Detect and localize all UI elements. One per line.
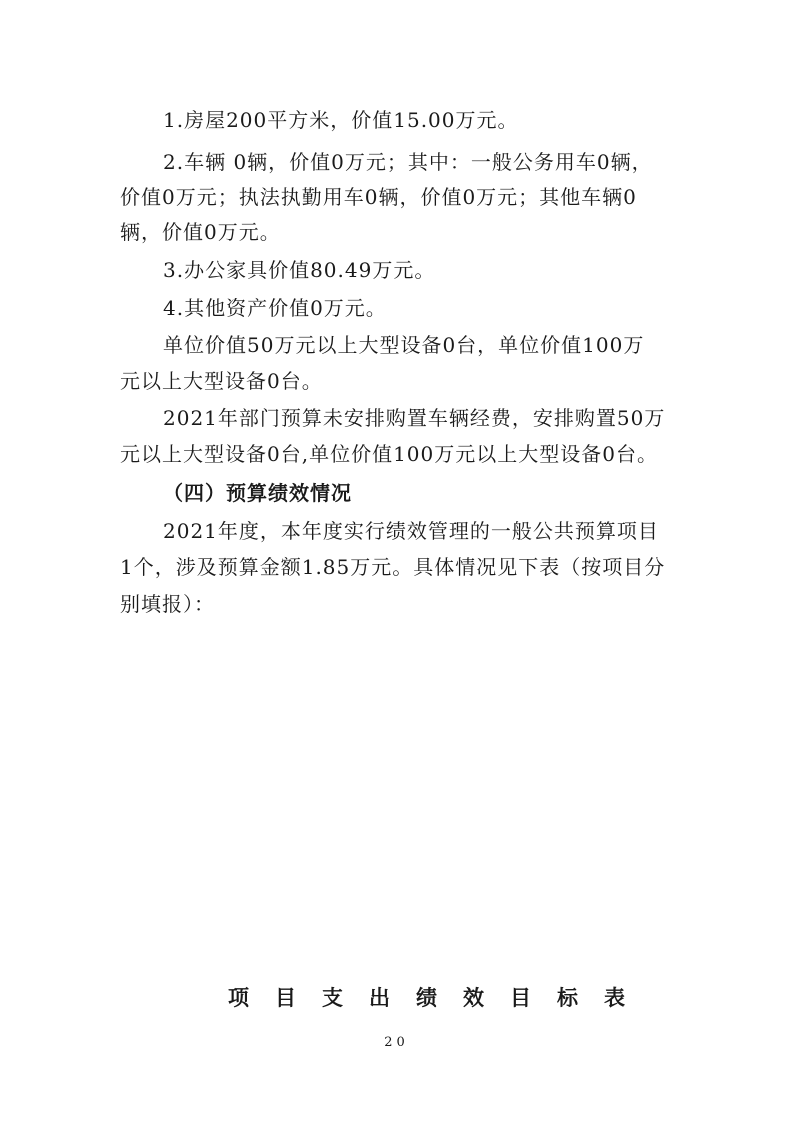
asset-item-furniture: 3.办公家具价值80.49万元。 (163, 258, 436, 282)
equipment-text-line1: 单位价值50万元以上大型设备0台，单位价值100万 (163, 333, 645, 357)
asset-item-vehicles-line3: 辆，价值0万元。 (120, 220, 281, 244)
performance-para-line3: 别填报）： (120, 592, 215, 616)
page-number: 20 (384, 1035, 409, 1050)
asset-item-other: 4.其他资产价值0万元。 (163, 296, 387, 320)
asset-item-house: 1.房屋200平方米，价值15.00万元。 (163, 108, 519, 132)
section-heading: （四）预算绩效情况 (163, 481, 352, 505)
equipment-text-line2: 元以上大型设备0台。 (120, 369, 323, 393)
budget-text-line1: 2021年部门预算未安排购置车辆经费，安排购置50万 (163, 406, 666, 430)
asset-item-vehicles-line2: 价值0万元；执法执勤用车0辆，价值0万元；其他车辆0 (120, 185, 637, 209)
performance-para-line2: 1个，涉及预算金额1.85万元。具体情况见下表（按项目分 (120, 555, 666, 579)
performance-para-line1: 2021年度，本年度实行绩效管理的一般公共预算项目 (163, 519, 659, 543)
asset-item-vehicles-line1: 2.车辆 0辆，价值0万元；其中：一般公务用车0辆， (163, 150, 653, 174)
table-title: 项目支出绩效目标表 (228, 986, 651, 1010)
budget-text-line2: 元以上大型设备0台,单位价值100万元以上大型设备0台。 (120, 442, 658, 466)
